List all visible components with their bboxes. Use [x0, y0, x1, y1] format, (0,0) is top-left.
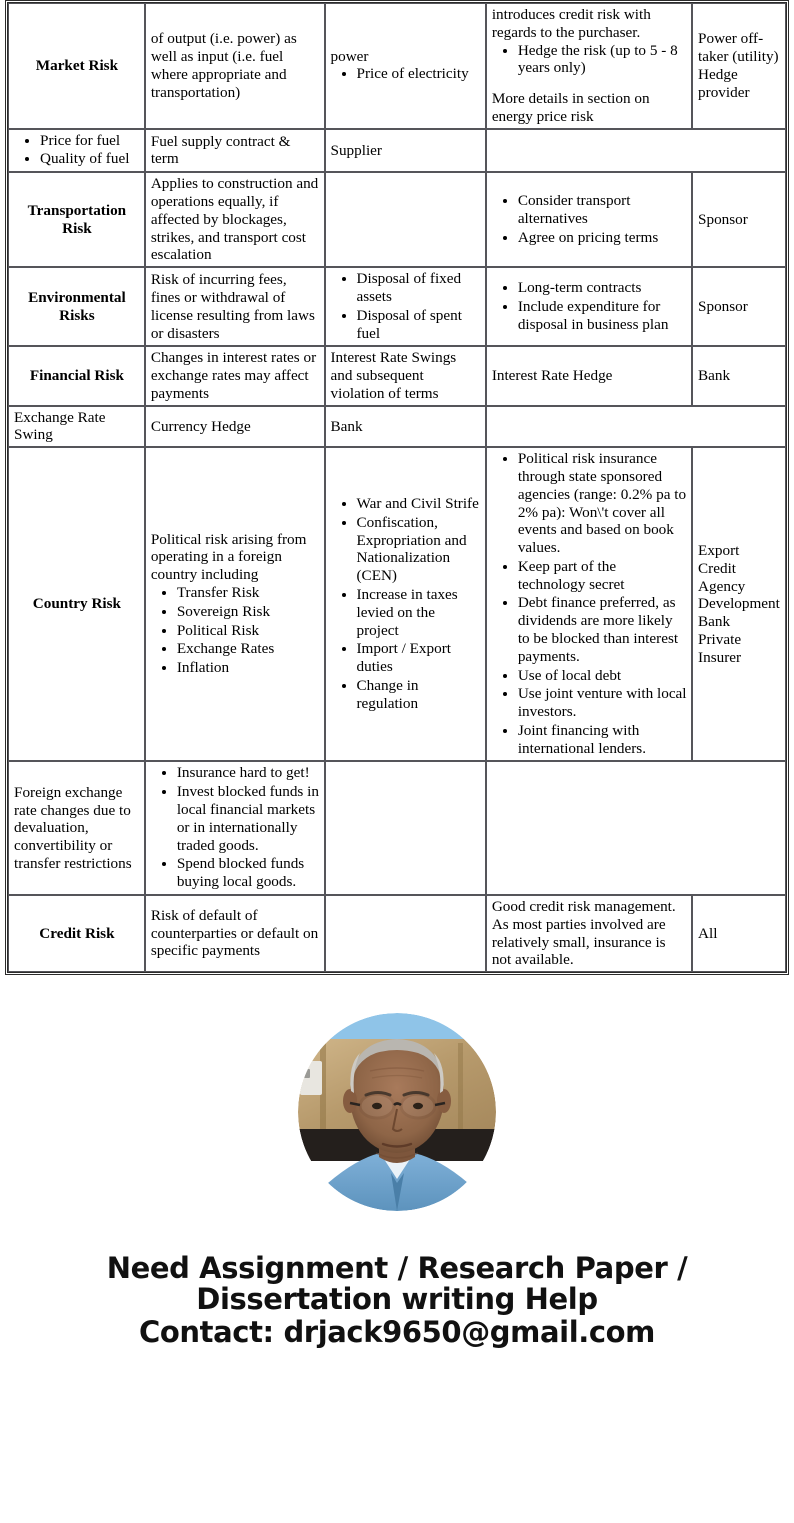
list-item: • Import / Export duties [357, 640, 481, 676]
cell-event-foreign-exchange-risk [325, 761, 486, 894]
market-risk-mitigation-list [492, 42, 687, 78]
table-row [8, 3, 786, 129]
list-item: • Keep part of the technology secret [518, 558, 687, 594]
foreign-exchange-description-list [151, 764, 320, 890]
transportation-mitigation-list [492, 192, 687, 246]
list-item: • Political risk insurance through state sponsored agencies (range: 0.2% pa to 2% pa): Won\'t cover all events and based on book values. [518, 450, 687, 557]
table-row [8, 895, 786, 972]
list-item: • Include expenditure for disposal in business plan [518, 298, 687, 334]
profile-photo [298, 1013, 496, 1211]
responsible-line: Bank [698, 613, 731, 631]
cell-description-financial-risk: Changes in interest rates or exchange rates may affect payments [145, 346, 325, 405]
cell-category-credit-risk: Credit Risk [8, 895, 145, 972]
cell-event-exchange-rate-swing: Bank [325, 406, 486, 448]
responsible-line: provider [698, 83, 750, 101]
cell-description-country-risk [145, 447, 325, 761]
table-row [8, 129, 786, 173]
cell-mitigation-credit-risk: Good credit risk management. As most parties involved are relatively small, insurance is not available. [486, 895, 692, 972]
list-item: • Joint financing with international lenders. [518, 722, 687, 758]
cell-description-credit-risk: Risk of default of counterparties or default on specific payments [145, 895, 325, 972]
country-risk-description-intro: Political risk arising from operating in a foreign country including [150, 530, 307, 584]
table-row [8, 172, 786, 267]
cell-events-market-risk [325, 3, 486, 129]
cell-category-financial-risk: Financial Risk [8, 346, 145, 405]
responsible-line: Insurer [698, 648, 742, 666]
cell-mitigation-environmental-risks [486, 267, 692, 346]
cell-category-exchange-rate-swing: Exchange Rate Swing [8, 406, 145, 448]
list-item: • Invest blocked funds in local financial markets or in internationally traded goods. [177, 783, 320, 854]
list-item: • Quality of fuel [40, 150, 140, 168]
table-row [8, 761, 786, 894]
list-item: • Consider transport alternatives [518, 192, 687, 228]
responsible-line: Export Credit [698, 542, 740, 577]
risk-matrix-table [5, 0, 789, 975]
country-risk-event-list [331, 495, 481, 712]
list-item: • Disposal of spent fuel [357, 307, 481, 343]
cell-responsible-credit-risk: All [692, 895, 786, 972]
country-risk-description-list [151, 584, 320, 677]
cell-responsible-country-risk [692, 447, 786, 761]
responsible-line: Power off- [698, 30, 764, 48]
promo-footer [0, 1211, 794, 1347]
cell-description-foreign-exchange-risk [145, 761, 325, 894]
cell-category-foreign-exchange-risk: Foreign exchange rate changes due to devaluation, convertibility or transfer restrictions [8, 761, 145, 894]
market-risk-description-text: of output (i.e. power) as well as input (i.e. fuel where appropriate and transportation) [150, 30, 297, 101]
list-item: • Change in regulation [357, 677, 481, 713]
list-item: • Exchange Rates [177, 640, 320, 658]
avatar [298, 1013, 496, 1211]
cell-category-market-risk: Market Risk [8, 3, 145, 129]
list-item: • Use joint venture with local investors. [518, 685, 687, 721]
cell-merged-fuel-risk [486, 129, 786, 173]
environmental-mitigation-list [492, 279, 687, 333]
cell-events-country-risk [325, 447, 486, 761]
environmental-event-list [331, 270, 481, 342]
table-row [8, 447, 786, 761]
cell-description-market-risk [145, 3, 325, 129]
avatar-section [0, 975, 794, 1211]
responsible-line: Hedge [698, 65, 738, 83]
list-item: • Price of electricity [357, 65, 481, 83]
responsible-line: Private [698, 631, 742, 648]
list-item: • War and Civil Strife [357, 495, 481, 513]
market-risk-event-0: power [330, 47, 369, 65]
cell-event-credit-risk [325, 895, 486, 972]
cell-event-fuel-risk: Supplier [325, 129, 486, 173]
cell-description-environmental-risks: Risk of incurring fees, fines or withdrawal of license resulting from laws or disasters [145, 267, 325, 346]
list-item: • Price for fuel [40, 132, 140, 150]
cell-merged-exchange-rate-swing [486, 406, 786, 448]
cell-description-exchange-rate-swing: Currency Hedge [145, 406, 325, 448]
cell-mitigation-financial-risk: Interest Rate Hedge [486, 346, 692, 405]
cell-description-transportation-risk: Applies to construction and operations equally, if affected by blockages, strikes, and transport cost escalation [145, 172, 325, 267]
list-item: • Increase in taxes levied on the project [357, 586, 481, 639]
cell-mitigation-market-risk [486, 3, 692, 129]
cell-category-country-risk: Country Risk [8, 447, 145, 761]
list-item: • Agree on pricing terms [518, 229, 687, 247]
list-item: • Debt finance preferred, as dividends are more likely to be blocked than interest payments. [518, 594, 687, 665]
cell-event-financial-risk: Interest Rate Swings and subsequent violation of terms [325, 346, 486, 405]
cell-category-environmental-risks: Environmental Risks [8, 267, 145, 346]
market-risk-mitigation-note: More details in section on energy price risk [491, 90, 650, 125]
cell-mitigation-transportation-risk [486, 172, 692, 267]
list-item: • Hedge the risk (up to 5 - 8 years only) [518, 42, 687, 78]
list-item: • Inflation [177, 659, 320, 677]
market-risk-event-list [331, 65, 481, 83]
list-item: • Confiscation, Expropriation and Nationalization (CEN) [357, 514, 481, 585]
list-item: • Long-term contracts [518, 279, 687, 297]
responsible-line: Agency [698, 577, 746, 595]
table-row [8, 267, 786, 346]
table-row [8, 406, 786, 448]
list-item: • Sovereign Risk [177, 603, 320, 621]
market-risk-mitigation-0: introduces credit risk with regards to the purchaser. [491, 6, 651, 41]
cell-responsible-financial-risk: Bank [692, 346, 786, 405]
list-item: • Use of local debt [518, 667, 687, 685]
cell-category-fuel-risk [8, 129, 145, 173]
cell-category-transportation-risk: Transportation Risk [8, 172, 145, 267]
cell-events-environmental-risks [325, 267, 486, 346]
fuel-risk-category-list [14, 132, 140, 169]
list-item: • Insurance hard to get! [177, 764, 320, 782]
cell-mitigation-country-risk [486, 447, 692, 761]
table-row [8, 346, 786, 405]
list-item: • Political Risk [177, 622, 320, 640]
cell-responsible-market-risk [692, 3, 786, 129]
responsible-line: Development [698, 595, 780, 613]
cell-merged-foreign-exchange-risk [486, 761, 786, 894]
list-item: • Disposal of fixed assets [357, 270, 481, 306]
responsible-line: taker (utility) [698, 48, 779, 66]
promo-headline: Need Assignment / Research Paper / Dissertation writing Help [106, 1251, 688, 1316]
cell-event-transportation-risk [325, 172, 486, 267]
list-item: • Spend blocked funds buying local goods. [177, 855, 320, 891]
country-risk-mitigation-list [492, 450, 687, 757]
cell-description-fuel-risk: Fuel supply contract & term [145, 129, 325, 173]
cell-responsible-environmental-risks: Sponsor [692, 267, 786, 346]
list-item: • Transfer Risk [177, 584, 320, 602]
promo-contact: Contact: drjack9650@gmail.com [139, 1314, 655, 1349]
cell-responsible-transportation-risk: Sponsor [692, 172, 786, 267]
